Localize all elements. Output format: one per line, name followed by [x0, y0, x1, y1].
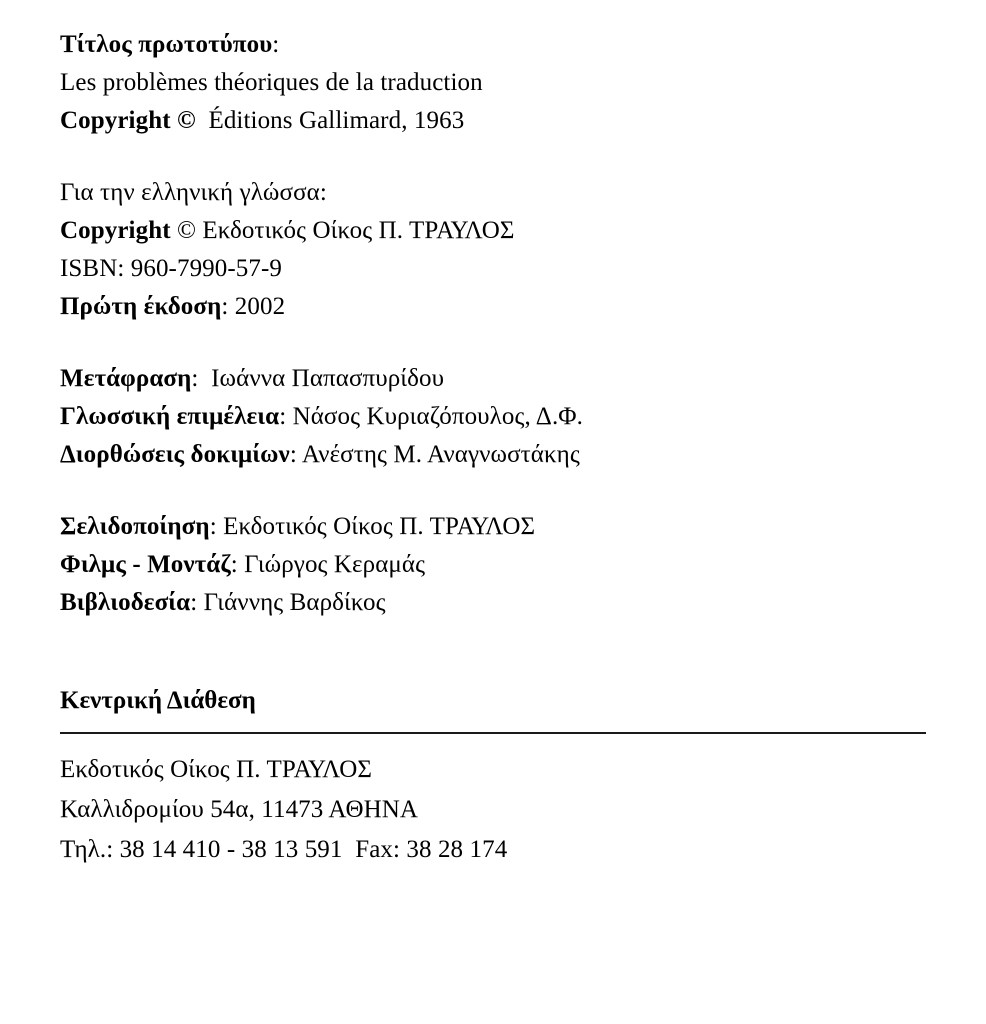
greek-edition-intro: Για την ελληνική γλώσσα: [60, 179, 327, 206]
spacer-4 [60, 622, 926, 682]
credit-value: : Ανέστης Μ. Αναγνωστάκης [289, 441, 580, 468]
original-copyright-label: Copyright © [60, 107, 196, 134]
credit-row [60, 360, 926, 398]
credit-row [60, 398, 926, 436]
credit-value: : Νάσος Κυριαζόπουλος, Δ.Φ. [279, 403, 584, 430]
first-edition-line [60, 288, 926, 326]
credit-label: Γλωσσική επιμέλεια [60, 403, 280, 430]
spacer-3 [60, 474, 926, 508]
distribution-heading: Κεντρική Διάθεση [60, 687, 256, 714]
production-row [60, 508, 926, 546]
horizontal-rule [60, 732, 926, 734]
production-value: : Γιώργος Κεραμάς [230, 551, 426, 578]
credit-value: : Ιωάννα Παπασπυρίδου [191, 365, 445, 392]
distribution-contact [60, 750, 926, 870]
original-title-label-suffix: : [272, 31, 280, 58]
production-block [60, 508, 926, 622]
greek-copyright-value: © Εκδοτικός Οίκος Π. ΤΡΑΥΛΟΣ [170, 217, 515, 244]
production-label: Βιβλιοδεσία [60, 589, 191, 616]
spacer-2 [60, 326, 926, 360]
original-copyright-line [60, 102, 926, 140]
production-row [60, 584, 926, 622]
greek-copyright-line [60, 212, 926, 250]
production-value: : Εκδοτικός Οίκος Π. ΤΡΑΥΛΟΣ [209, 513, 536, 540]
greek-copyright-label: Copyright [60, 217, 171, 244]
original-title-label-line [60, 26, 926, 64]
isbn-line: ISBN: 960-7990-57-9 [60, 255, 283, 282]
credit-row [60, 436, 926, 474]
production-label: Σελιδοποίηση [60, 513, 210, 540]
production-value: : Γιάννης Βαρδίκος [190, 589, 386, 616]
distribution-block [60, 682, 926, 870]
distribution-line: Καλλιδρομίου 54α, 11473 ΑΘΗΝΑ [60, 796, 419, 823]
credit-label: Διορθώσεις δοκιμίων [60, 441, 290, 468]
distribution-line: Τηλ.: 38 14 410 - 38 13 591 Fax: 38 28 174 [60, 836, 508, 863]
credits-block [60, 360, 926, 474]
production-label: Φιλμς - Μοντάζ [60, 551, 231, 578]
spacer-1 [60, 140, 926, 174]
credit-label: Μετάφραση [60, 365, 192, 392]
original-title-block [60, 26, 926, 140]
original-title-text: Les problèmes théoriques de la traduction [60, 69, 483, 96]
greek-edition-block [60, 174, 926, 326]
original-copyright-value: Éditions Gallimard, 1963 [195, 107, 465, 134]
original-title-label: Τίτλος πρωτοτύπου [60, 31, 273, 58]
first-edition-label: Πρώτη έκδοση [60, 293, 222, 320]
first-edition-value: : 2002 [221, 293, 286, 320]
production-row [60, 546, 926, 584]
distribution-line: Εκδοτικός Οίκος Π. ΤΡΑΥΛΟΣ [60, 756, 373, 783]
